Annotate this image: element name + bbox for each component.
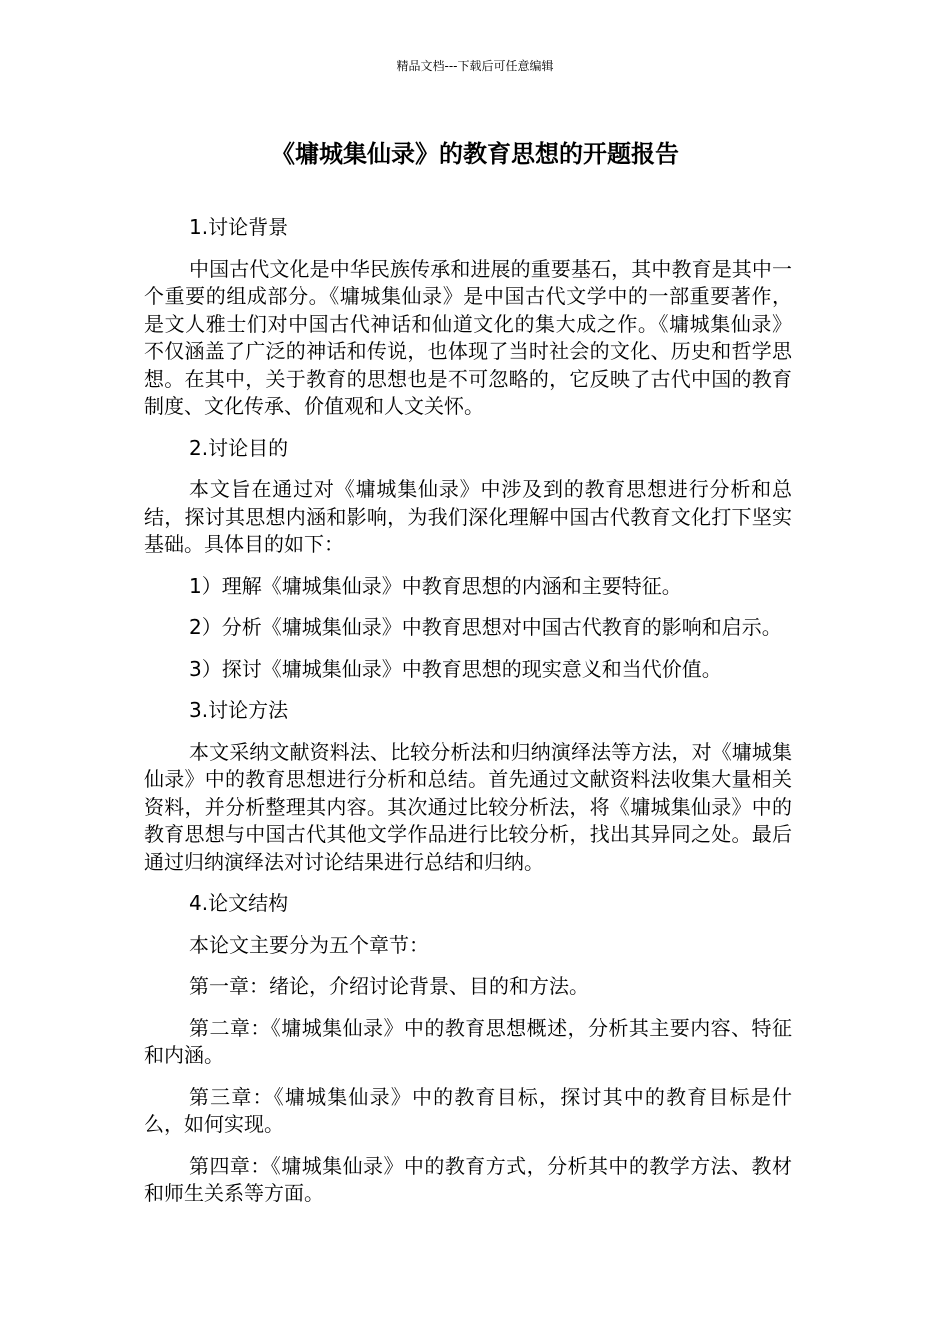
section-heading-purpose: 2.讨论目的 <box>189 435 289 460</box>
chapter-4: 第四章：《墉城集仙录》中的教育方式，分析其中的教学方法、教材和师生关系等方面。 <box>144 1153 792 1205</box>
paragraph-purpose: 本文旨在通过对《墉城集仙录》中涉及到的教育思想进行分析和总结，探讨其思想内涵和影响，为我们深化理解中国古代教育文化打下坚实基础。具体目的如下： <box>144 477 792 556</box>
section-heading-method: 3.讨论方法 <box>189 698 289 722</box>
page-header: 精品文档---下载后可任意编辑 <box>396 59 554 73</box>
document-body <box>144 214 792 1222</box>
purpose-item-3: 3）探讨《墉城集仙录》中教育思想的现实意义和当代价值。 <box>189 656 722 681</box>
paragraph-structure-intro: 本论文主要分为五个章节： <box>189 932 429 957</box>
section-heading-structure: 4.论文结构 <box>189 891 289 915</box>
chapter-1: 第一章：绪论，介绍讨论背景、目的和方法。 <box>189 974 589 998</box>
paragraph-method: 本文采纳文献资料法、比较分析法和归纳演绎法等方法，对《墉城集仙录》中的教育思想进行分析和总结。首先通过文献资料法收集大量相关资料，并分析整理其内容。其次通过比较分析法，将《墉城集仙录》中的教育思想与中国古代其他文学作品进行比较分析，找出其异同之处。最后通过归纳演绎法对讨论结果进行总结和归纳。 <box>144 739 792 874</box>
purpose-item-2: 2）分析《墉城集仙录》中教育思想对中国古代教育的影响和启示。 <box>189 615 782 639</box>
document-title: 《墉城集仙录》的教育思想的开题报告 <box>271 140 679 168</box>
chapter-3: 第三章：《墉城集仙录》中的教育目标，探讨其中的教育目标是什么，如何实现。 <box>144 1084 792 1136</box>
section-heading-background: 1.讨论背景 <box>189 215 289 239</box>
chapter-2: 第二章：《墉城集仙录》中的教育思想概述，分析其主要内容、特征和内涵。 <box>144 1015 792 1067</box>
purpose-item-1: 1）理解《墉城集仙录》中教育思想的内涵和主要特征。 <box>189 573 682 598</box>
paragraph-background: 中国古代文化是中华民族传承和进展的重要基石，其中教育是其中一个重要的组成部分。《墉城集仙录》是中国古代文学中的一部重要著作，是文人雅士们对中国古代神话和仙道文化的集大成之作。《墉城集仙录》不仅涵盖了广泛的神话和传说，也体现了当时社会的文化、历史和哲学思想。在其中，关于教育的思想也是不可忽略的，它反映了古代中国的教育制度、文化传承、价值观和人文关怀。 <box>144 256 792 418</box>
